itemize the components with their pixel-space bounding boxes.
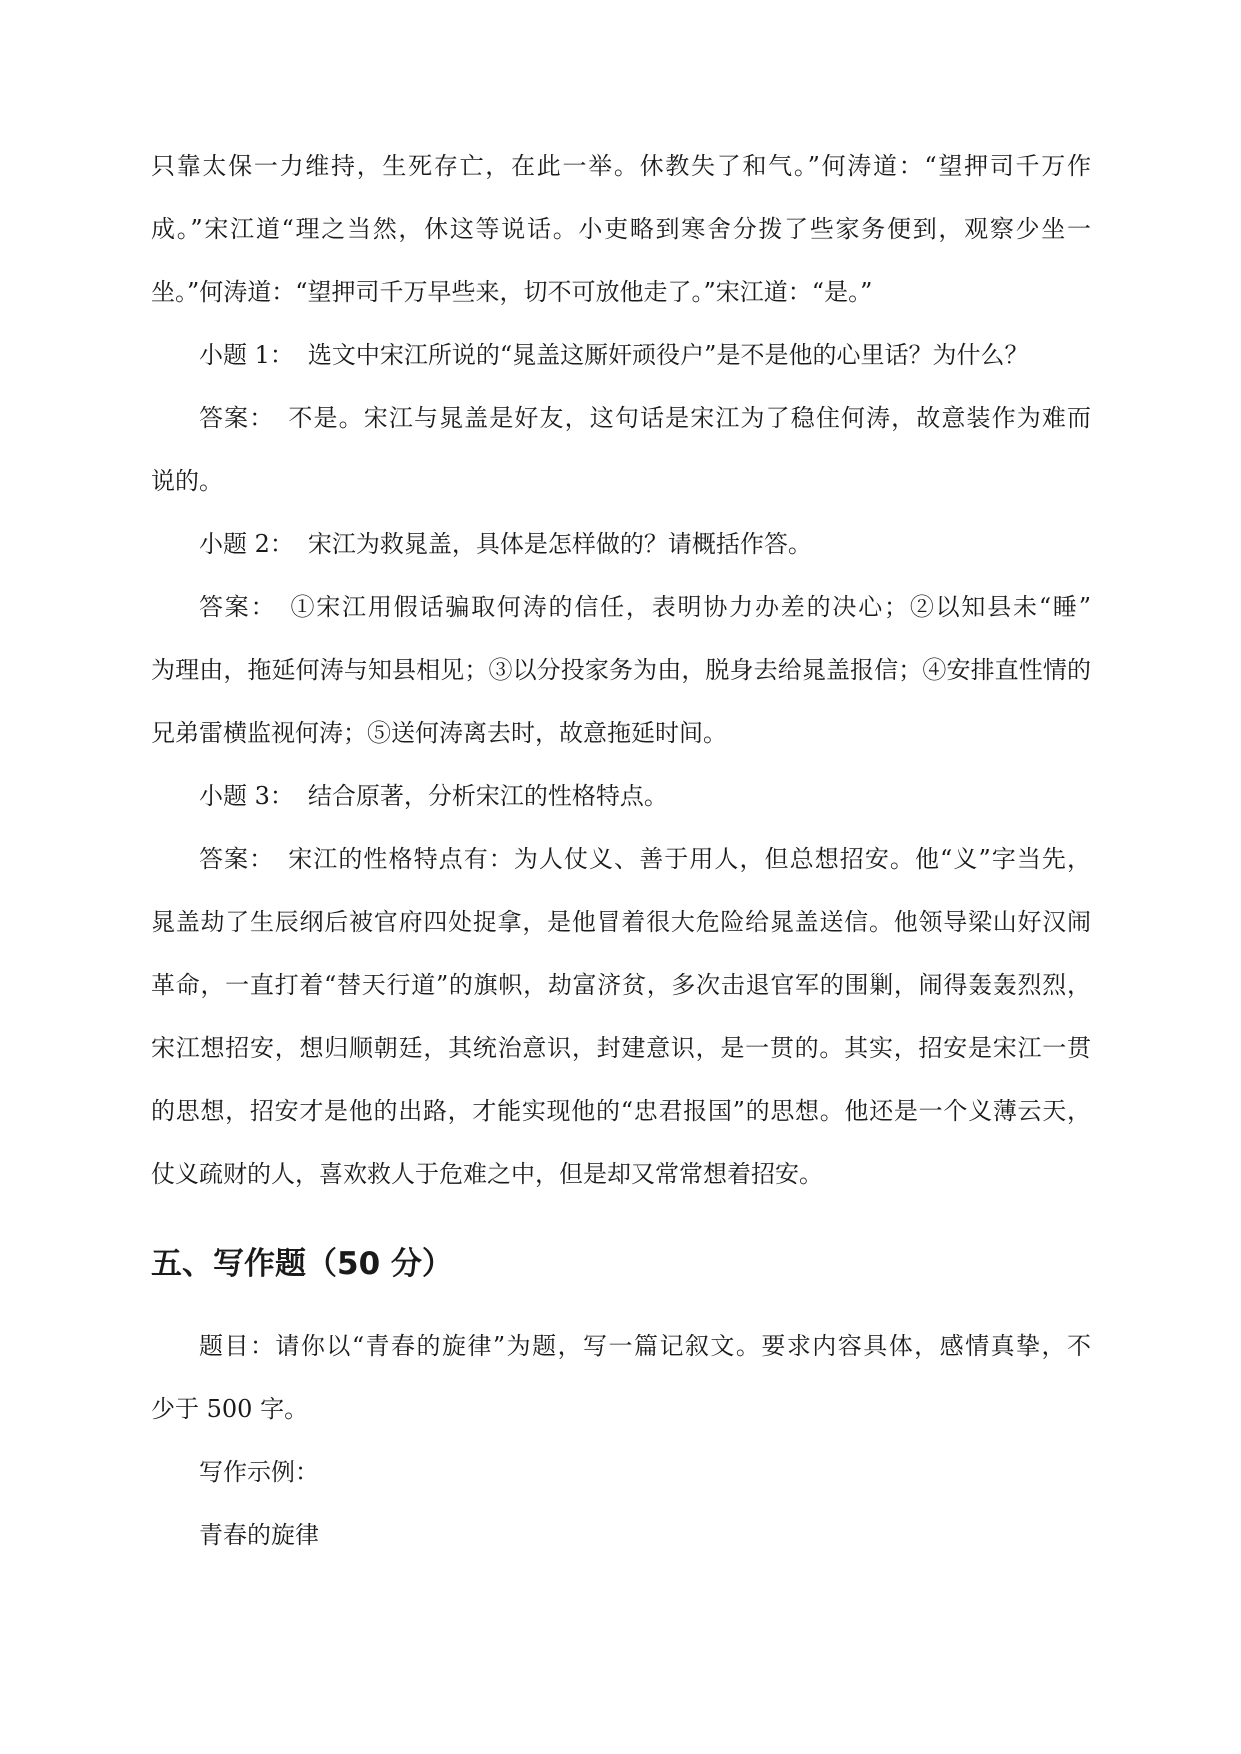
question-3 — [199, 780, 1091, 812]
question-1 — [199, 339, 1091, 371]
answer-line: 的思想，招安才是他的出路，才能实现他的“忠君报国”的思想。他还是一个义薄云天， — [151, 1097, 1091, 1125]
answer-1 — [199, 402, 1091, 434]
example-title: 青春的旋律 — [199, 1521, 319, 1549]
answer-line: 说的。 — [151, 467, 223, 495]
passage-line: 坐。”何涛道：“望押司千万早些来，切不可放他走了。”宋江道：“是。” — [151, 278, 873, 306]
answer-label: 答案： — [199, 404, 275, 432]
answer-text: ①宋江用假话骗取何涛的信任，表明协力办差的决心；②以知县未“睡” — [290, 593, 1092, 621]
answer-3 — [199, 843, 1091, 875]
question-label: 小题 3： — [199, 782, 294, 810]
writing-prompt: 题目：请你以“青春的旋律”为题，写一篇记叙文。要求内容具体，感情真挚，不 — [199, 1332, 1091, 1360]
answer-line: 革命，一直打着“替天行道”的旗帜，劫富济贫，多次击退官军的围剿，闹得轰轰烈烈， — [151, 971, 1091, 999]
answer-label: 答案： — [199, 845, 275, 873]
answer-2 — [199, 591, 1091, 623]
answer-text: 宋江的性格特点有：为人仗义、善于用人，但总想招安。他“义”字当先， — [288, 845, 1091, 873]
answer-line: 为理由，拖延何涛与知县相见；③以分投家务为由，脱身去给晁盖报信；④安排直性情的 — [151, 656, 1091, 684]
question-2 — [199, 528, 1091, 560]
question-text: 宋江为救晁盖，具体是怎样做的？请概括作答。 — [307, 530, 812, 558]
question-text: 结合原著，分析宋江的性格特点。 — [307, 782, 668, 810]
answer-text: 不是。宋江与晁盖是好友，这句话是宋江为了稳住何涛，故意装作为难而 — [288, 404, 1092, 432]
passage-line: 成。”宋江道“理之当然，休这等说话。小吏略到寒舍分拨了些家务便到，观察少坐一 — [151, 215, 1091, 243]
question-label: 小题 1： — [199, 341, 294, 369]
passage-line: 只靠太保一力维持，生死存亡，在此一举。休教失了和气。”何涛道：“望押司千万作 — [151, 152, 1091, 180]
section-heading: 五、写作题（50 分） — [151, 1246, 453, 1282]
answer-label: 答案： — [199, 593, 277, 621]
answer-line: 晁盖劫了生辰纲后被官府四处捉拿，是他冒着很大危险给晁盖送信。他领导梁山好汉闹 — [151, 908, 1091, 936]
answer-line: 宋江想招安，想归顺朝廷，其统治意识，封建意识，是一贯的。其实，招安是宋江一贯 — [151, 1034, 1091, 1062]
question-text: 选文中宋江所说的“晁盖这厮奸顽役户”是不是他的心里话？为什么？ — [307, 341, 1029, 369]
example-label: 写作示例： — [199, 1458, 319, 1486]
question-label: 小题 2： — [199, 530, 294, 558]
writing-prompt-line: 少于 500 字。 — [151, 1395, 309, 1423]
answer-line: 兄弟雷横监视何涛；⑤送何涛离去时，故意拖延时间。 — [151, 719, 727, 747]
answer-line: 仗义疏财的人，喜欢救人于危难之中，但是却又常常想着招安。 — [151, 1160, 823, 1188]
